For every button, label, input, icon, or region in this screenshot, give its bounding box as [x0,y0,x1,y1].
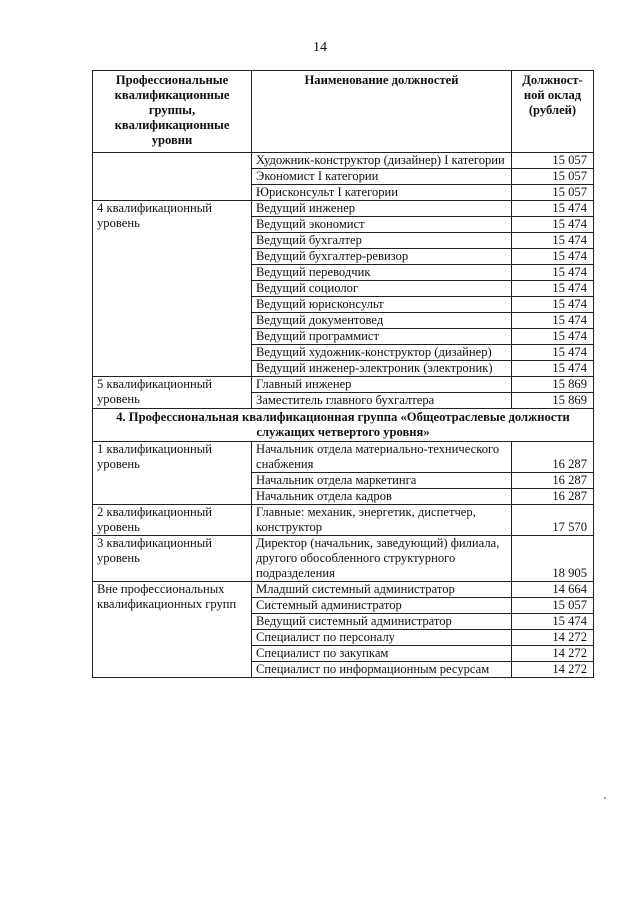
group-cell: 4 квалификационный уровень [93,201,252,377]
salary-cell: 15 474 [512,233,594,249]
group-cell: 5 квалификационный уровень [93,377,252,409]
position-cell: Начальник отдела маркетинга [252,473,512,489]
position-cell: Главные: механик, энергетик, диспетчер, конструктор [252,505,512,536]
table-row [93,201,594,217]
scan-speck [604,797,606,799]
table-header-row [93,71,594,153]
position-cell: Ведущий инженер-электроник (электроник) [252,361,512,377]
position-cell: Ведущий художник-конструктор (дизайнер) [252,345,512,361]
position-cell: Заместитель главного бухгалтера [252,393,512,409]
position-cell: Ведущий бухгалтер-ревизор [252,249,512,265]
page-number: 14 [313,40,327,55]
salary-cell: 15 869 [512,393,594,409]
position-cell: Юрисконсульт I категории [252,185,512,201]
salary-cell: 15 474 [512,614,594,630]
salary-cell: 14 664 [512,582,594,598]
salary-cell: 16 287 [512,489,594,505]
group-cell [93,153,252,201]
position-cell: Ведущий программист [252,329,512,345]
salary-cell: 18 905 [512,536,594,582]
group-cell: 1 квалификационный уровень [93,442,252,505]
salary-cell: 15 474 [512,201,594,217]
salary-cell: 15 474 [512,313,594,329]
position-cell: Специалист по персоналу [252,630,512,646]
position-cell: Экономист I категории [252,169,512,185]
position-cell: Специалист по информационным ресурсам [252,662,512,678]
header-group: Профессиональные квалификационные группы, квалификационные уровни [93,71,252,153]
position-cell: Ведущий системный администратор [252,614,512,630]
group-cell: 2 квалификационный уровень [93,505,252,536]
position-cell: Ведущий юрисконсульт [252,297,512,313]
salary-cell: 15 474 [512,265,594,281]
salary-cell: 14 272 [512,646,594,662]
salary-cell: 15 057 [512,169,594,185]
table-row [93,153,594,169]
salary-cell: 15 057 [512,185,594,201]
group-cell: 3 квалификационный уровень [93,536,252,582]
position-cell: Главный инженер [252,377,512,393]
position-cell: Ведущий бухгалтер [252,233,512,249]
header-salary: Должност-ной оклад (рублей) [512,71,594,153]
table-row [93,505,594,536]
salary-cell: 17 570 [512,505,594,536]
group-cell: Вне профессиональных квалификационных групп [93,582,252,678]
section-heading-row [93,409,594,442]
salary-cell: 15 474 [512,217,594,233]
salary-cell: 16 287 [512,473,594,489]
position-cell: Начальник отдела кадров [252,489,512,505]
position-cell: Ведущий инженер [252,201,512,217]
salary-cell: 15 869 [512,377,594,393]
position-cell: Начальник отдела материально-технического снабжения [252,442,512,473]
position-cell: Специалист по закупкам [252,646,512,662]
table-row [93,582,594,598]
header-position: Наименование должностей [252,71,512,153]
position-cell: Ведущий социолог [252,281,512,297]
salary-cell: 15 474 [512,345,594,361]
salary-table [92,70,594,678]
salary-cell: 15 057 [512,598,594,614]
position-cell: Системный администратор [252,598,512,614]
salary-cell: 15 057 [512,153,594,169]
section-title: 4. Профессиональная квалификационная группа «Общеотраслевые должности служащих четвертого уровня» [93,409,594,442]
position-cell: Ведущий документовед [252,313,512,329]
salary-cell: 14 272 [512,630,594,646]
salary-cell: 15 474 [512,281,594,297]
position-cell: Ведущий переводчик [252,265,512,281]
salary-cell: 16 287 [512,442,594,473]
salary-cell: 14 272 [512,662,594,678]
position-cell: Ведущий экономист [252,217,512,233]
position-cell: Директор (начальник, заведующий) филиала, другого обособленного структурного подразделения [252,536,512,582]
table-row [93,536,594,582]
salary-cell: 15 474 [512,297,594,313]
salary-cell: 15 474 [512,249,594,265]
salary-cell: 15 474 [512,329,594,345]
table-row [93,442,594,473]
position-cell: Младший системный администратор [252,582,512,598]
salary-cell: 15 474 [512,361,594,377]
table-row [93,377,594,393]
position-cell: Художник-конструктор (дизайнер) I категории [252,153,512,169]
